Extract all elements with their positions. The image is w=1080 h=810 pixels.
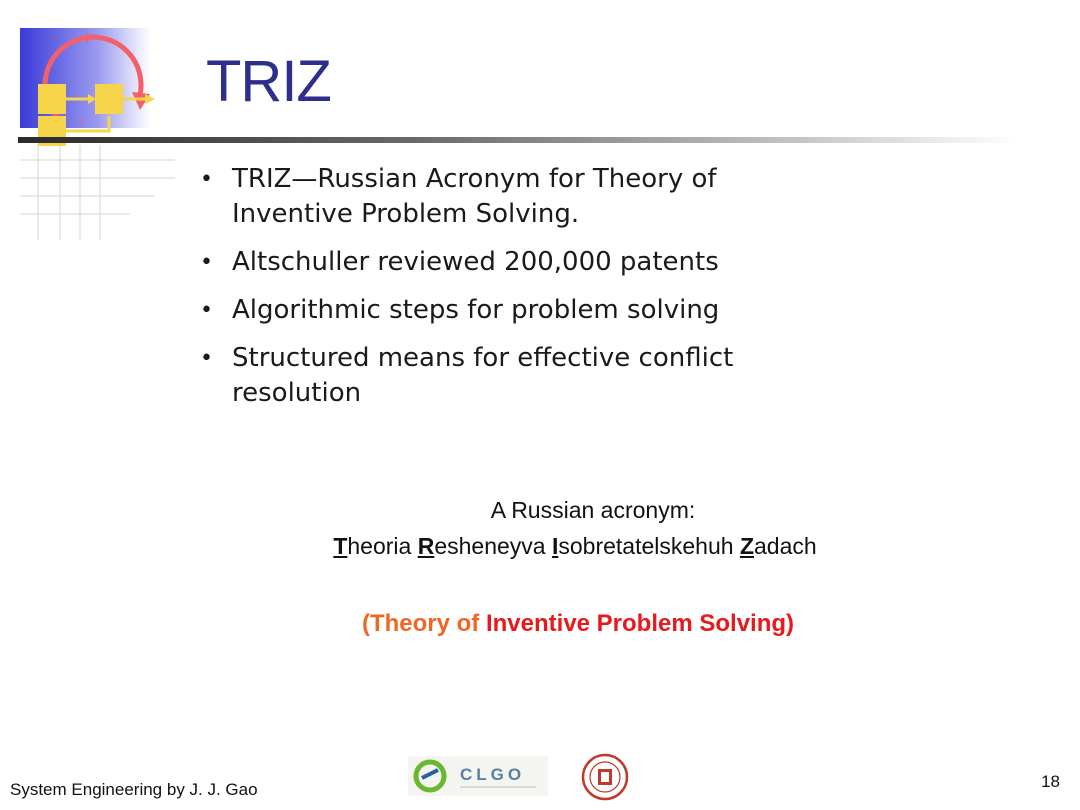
logo-text: CLGO (460, 765, 526, 784)
bullet-text: TRIZ—Russian Acronym for Theory of Inventive Problem Solving. (232, 164, 717, 229)
theory-text-red: Inventive Problem Solving) (485, 610, 795, 637)
footer-author: System Engineering by J. J. Gao (10, 780, 258, 799)
grid-lines (20, 145, 175, 240)
university-seal-icon (580, 752, 630, 802)
acronym-word-rest: adach (754, 533, 817, 559)
svg-text:+: + (80, 28, 96, 49)
bullet-dot: • (200, 250, 213, 275)
acronym-initial: I (551, 533, 559, 559)
theory-translation (0, 610, 1080, 638)
bullet-dot: • (200, 346, 213, 371)
bullet-item (200, 162, 820, 232)
bullet-item (200, 245, 820, 280)
bullet-dot: • (200, 298, 213, 323)
acronym-initial: Z (739, 533, 754, 559)
acronym-initial: R (417, 533, 435, 559)
acronym-block (0, 492, 1080, 564)
bullet-item (200, 341, 820, 411)
acronym-word-rest: esheneyva (434, 533, 546, 559)
bullet-list (200, 162, 820, 424)
template-cycle-graphic (0, 0, 200, 250)
acronym-initial: T (333, 533, 348, 559)
title-divider (18, 137, 1018, 143)
acronym-word-rest: sobretatelskehuh (558, 533, 734, 559)
bullet-text: Altschuller reviewed 200,000 patents (232, 247, 719, 277)
acronym-word-rest: heoria (347, 533, 412, 559)
acronym-intro: A Russian acronym: (490, 497, 696, 523)
acronym-expansion (0, 528, 1080, 564)
slide-title: TRIZ (206, 49, 331, 114)
bullet-text: Structured means for effective conflict resolution (232, 343, 734, 408)
page-number: 18 (1041, 772, 1060, 791)
theory-text-orange: (Theory of (361, 610, 486, 637)
bullet-item (200, 293, 820, 328)
clgo-logo (408, 756, 548, 796)
svg-text:-: - (78, 110, 85, 131)
bullet-dot: • (200, 167, 213, 192)
bullet-text: Algorithmic steps for problem solving (232, 295, 720, 325)
